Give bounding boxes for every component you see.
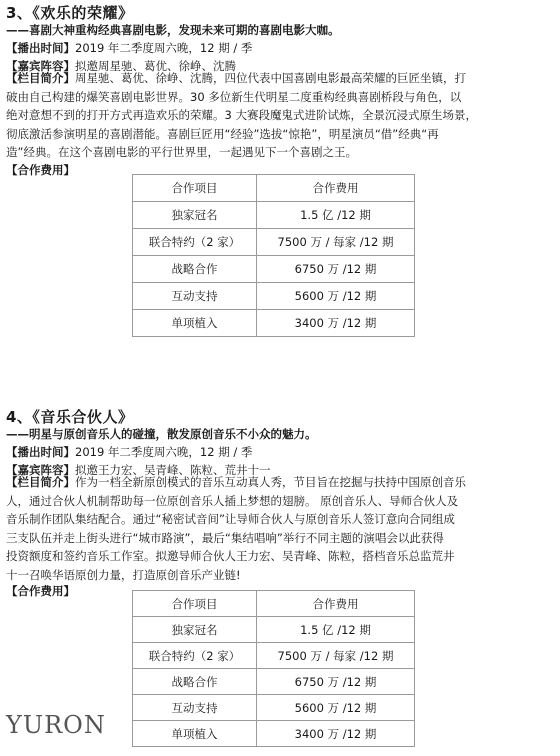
guests-value: 拟邀王力宏、吴青峰、陈粒、荒井十一 bbox=[75, 463, 271, 477]
section-title: 3、《欢乐的荣耀》 bbox=[6, 4, 134, 22]
section-title: 4、《音乐合伙人》 bbox=[6, 408, 134, 426]
intro-label: 【栏目简介】 bbox=[6, 475, 75, 489]
item-cell: 单项植入 bbox=[133, 310, 257, 337]
table-row bbox=[133, 695, 415, 721]
intro-line: 造”经典。在这个喜剧电影的平行世界里，一起遇见下一个喜剧之王。 bbox=[6, 145, 357, 159]
fee-cell: 5600 万 /12 期 bbox=[257, 695, 415, 721]
intro-line: 人，通过合伙人机制帮助每一位原创音乐人插上梦想的翅膀。 原创音乐人、导师合伙人及 bbox=[6, 493, 459, 508]
table-row bbox=[133, 721, 415, 747]
fee-cell: 7500 万 / 每家 /12 期 bbox=[257, 643, 415, 669]
item-cell: 互动支持 bbox=[133, 695, 257, 721]
table-header-row bbox=[133, 175, 415, 202]
fee-label: 【合作费用】 bbox=[6, 584, 75, 598]
section-subtitle: ——明星与原创音乐人的碰撞，散发原创音乐不小众的魅力。 bbox=[6, 427, 317, 441]
intro-line: 十一召唤华语原创力量，打造原创音乐产业链! bbox=[6, 567, 241, 582]
intro-label: 【栏目简介】 bbox=[6, 71, 75, 85]
fee-cell: 1.5 亿 /12 期 bbox=[257, 617, 415, 643]
item-cell: 战略合作 bbox=[133, 256, 257, 283]
item-cell: 独家冠名 bbox=[133, 617, 257, 643]
section-subtitle: ——喜剧大神重构经典喜剧电影，发现未来可期的喜剧电影大咖。 bbox=[6, 23, 340, 37]
intro-line: 投资额度和签约音乐工作室。拟邀导师合伙人王力宏、吴青峰、陈粒，搭档音乐总监荒井 bbox=[6, 549, 455, 563]
table-row bbox=[133, 256, 415, 283]
fee-cell: 3400 万 /12 期 bbox=[257, 310, 415, 337]
fee-label: 【合作费用】 bbox=[6, 163, 75, 177]
fee-cell: 1.5 亿 /12 期 bbox=[257, 202, 415, 229]
broadcast-time-label: 【播出时间】 bbox=[6, 41, 75, 55]
item-cell: 互动支持 bbox=[133, 283, 257, 310]
intro-line: 绝对意想不到的打开方式再造欢乐的荣耀。3 大赛段魔鬼式进阶试炼，全景沉浸式原生场景， bbox=[6, 108, 477, 122]
item-cell: 独家冠名 bbox=[133, 202, 257, 229]
table-row bbox=[133, 617, 415, 643]
broadcast-time-value: 2019 年二季度周六晚，12 期 / 季 bbox=[75, 445, 253, 459]
intro-line: 音乐制作团队集结配合。通过“秘密试音间”让导师合伙人与原创音乐人签订意向合同组成 bbox=[6, 512, 455, 526]
table-row bbox=[133, 643, 415, 669]
table-row bbox=[133, 283, 415, 310]
intro-line: 破由自己构建的爆笑喜剧电影世界。30 多位新生代明星二度重构经典喜剧桥段与角色，以 bbox=[6, 89, 462, 104]
item-cell: 联合特约（2 家） bbox=[133, 643, 257, 669]
cooperation-fee-table bbox=[132, 174, 415, 337]
guests-value: 拟邀周星驰、葛优、徐峥、沈腾 bbox=[75, 59, 236, 73]
item-cell: 联合特约（2 家） bbox=[133, 229, 257, 256]
item-cell: 战略合作 bbox=[133, 669, 257, 695]
header-cell: 合作项目 bbox=[133, 591, 257, 617]
broadcast-time-line bbox=[6, 40, 556, 56]
item-cell: 单项植入 bbox=[133, 721, 257, 747]
table-row bbox=[133, 202, 415, 229]
table-header-row bbox=[133, 591, 415, 617]
intro-line: 【栏目简介】周星驰、葛优、徐峥、沈腾，四位代表中国喜剧电影最高荣耀的巨匠坐镇，打 bbox=[6, 71, 466, 85]
broadcast-time-line bbox=[6, 444, 556, 460]
fee-cell: 3400 万 /12 期 bbox=[257, 721, 415, 747]
header-cell: 合作费用 bbox=[257, 175, 415, 202]
broadcast-time-value: 2019 年二季度周六晚，12 期 / 季 bbox=[75, 41, 253, 55]
intro-line: 【栏目简介】作为一档全新原创模式的音乐互动真人秀，节目旨在挖掘与扶持中国原创音乐 bbox=[6, 475, 466, 489]
program-intro bbox=[6, 69, 556, 162]
table-row bbox=[133, 310, 415, 337]
table-row bbox=[133, 669, 415, 695]
fee-cell: 6750 万 /12 期 bbox=[257, 669, 415, 695]
fee-cell: 7500 万 / 每家 /12 期 bbox=[257, 229, 415, 256]
intro-line: 三支队伍并走上街头进行“城市路演”，最后“集结唱响”举行不同主题的演唱会以此获得 bbox=[6, 530, 444, 545]
program-intro bbox=[6, 473, 556, 584]
header-cell: 合作项目 bbox=[133, 175, 257, 202]
fee-cell: 5600 万 /12 期 bbox=[257, 283, 415, 310]
cooperation-fee-table bbox=[132, 590, 415, 747]
intro-line: 彻底激活参演明星的喜剧潜能。喜剧巨匠用“经验”选拔“惊艳”，明星演员“借”经典“再 bbox=[6, 126, 439, 141]
header-cell: 合作费用 bbox=[257, 591, 415, 617]
guests-label: 【嘉宾阵容】 bbox=[6, 463, 75, 477]
yuron-watermark: YURON bbox=[6, 711, 106, 739]
table-row bbox=[133, 229, 415, 256]
guests-label: 【嘉宾阵容】 bbox=[6, 59, 75, 73]
broadcast-time-label: 【播出时间】 bbox=[6, 445, 75, 459]
fee-cell: 6750 万 /12 期 bbox=[257, 256, 415, 283]
